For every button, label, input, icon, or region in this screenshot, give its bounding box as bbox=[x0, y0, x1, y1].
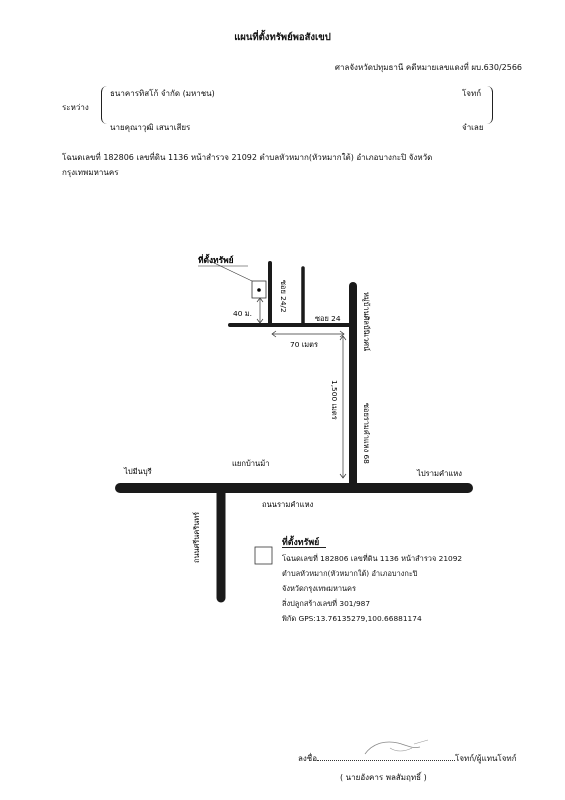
road-srinakarin-label: ถนนศรีนครินทร์ bbox=[192, 511, 201, 563]
dist-70-label: 70 เมตร bbox=[290, 340, 318, 349]
legend-title: ที่ตั้งทรัพย์ bbox=[282, 538, 320, 548]
road-ramkhamhaeng-label: ถนนรามคำแหง bbox=[262, 500, 314, 509]
legend-line-2: ตำบลหัวหมาก(หัวหมากใต้) อำเภอบางกะปิ bbox=[282, 569, 418, 578]
legend-line-4: สิ่งปลูกสร้างเลขที่ 301/987 bbox=[282, 599, 371, 608]
dist-40-label: 40 ม. bbox=[233, 309, 252, 318]
property-dot bbox=[257, 288, 261, 292]
deed-line-1: โฉนดเลขที่ 182806 เลขที่ดิน 1136 หน้าสำรวจ 21092 ตำบลหัวหมาก(หัวหมากใต้) อำเภอบางกะปิ จังหวัด bbox=[62, 153, 433, 162]
court-case-number: ศาลจังหวัดปทุมธานี คดีหมายเลขแดงที่ ผบ.630/2566 bbox=[334, 63, 522, 72]
signature-line bbox=[298, 752, 517, 765]
to-ramkhamhaeng-label: ไปรามคำแหง bbox=[417, 469, 462, 478]
plaintiff-role: โจทก์ bbox=[462, 89, 482, 98]
to-minburi-label: ไปมีนบุรี bbox=[124, 467, 152, 476]
soi-ramkhamhaeng-68-label: ซอยรามคำแหง 68 bbox=[362, 403, 371, 464]
between-label: ระหว่าง bbox=[62, 103, 89, 112]
legend-marker-box bbox=[255, 547, 272, 564]
signer-name: ( นายอังคาร พลสัมฤทธิ์ ) bbox=[340, 773, 427, 782]
soi-24-2-label: ซอย 24/2 bbox=[279, 280, 288, 313]
sign-label: ลงชื่อ bbox=[298, 754, 318, 763]
dist-1500-label: 1,500 เมตร bbox=[330, 380, 339, 420]
legend-line-1: โฉนดเลขที่ 182806 เลขที่ดิน 1136 หน้าสำรวจ 21092 bbox=[282, 554, 463, 563]
page-title: แผนที่ตั้งทรัพย์พอสังเขป bbox=[234, 32, 331, 43]
intersection-label: แยกบ้านม้า bbox=[232, 459, 270, 468]
signature-dotted-line bbox=[317, 760, 455, 761]
village-label: หมู่บ้านศิลป์นิเวศน์ bbox=[362, 292, 371, 352]
deed-line-2: กรุงเทพมหานคร bbox=[62, 168, 119, 177]
plaintiff-name: ธนาคารทิสโก้ จำกัด (มหาชน) bbox=[110, 89, 215, 98]
soi-24-label: ซอย 24 bbox=[315, 314, 341, 323]
legend-title-underline bbox=[282, 547, 326, 548]
defendant-role: จำเลย bbox=[462, 123, 484, 132]
legend-line-5: พิกัด GPS:13.76135279,100.66881174 bbox=[282, 614, 422, 623]
map-property-label: ที่ตั้งทรัพย์ bbox=[198, 255, 234, 265]
defendant-name: นายคุณาวุฒิ เสนาเสียร bbox=[110, 123, 191, 132]
legend-line-3: จังหวัดกรุงเทพมหานคร bbox=[282, 584, 356, 593]
signer-role: โจทก์/ผู้แทนโจทก์ bbox=[455, 754, 517, 763]
